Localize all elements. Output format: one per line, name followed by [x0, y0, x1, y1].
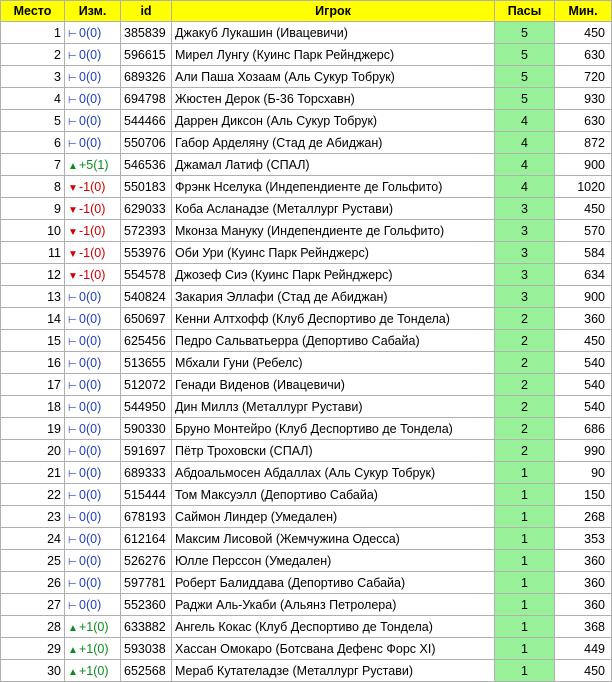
- table-row[interactable]: [1, 506, 612, 528]
- assists-cell: 4: [495, 154, 555, 176]
- id-cell: 590330: [121, 418, 172, 440]
- place-cell: 25: [1, 550, 65, 572]
- change-value: 0(0): [79, 399, 102, 414]
- change-value: +1(0): [79, 663, 109, 678]
- minutes-cell: 634: [555, 264, 612, 286]
- trend-flat-icon: ⊢: [68, 380, 77, 392]
- change-value: 0(0): [79, 597, 102, 612]
- header-assists[interactable]: Пасы: [495, 1, 555, 22]
- minutes-cell: 360: [555, 550, 612, 572]
- place-cell: 13: [1, 286, 65, 308]
- table-row[interactable]: [1, 616, 612, 638]
- trend-flat-icon: ⊢: [68, 314, 77, 326]
- player-cell[interactable]: Али Паша Хозаам (Аль Сукур Тобрук): [172, 66, 495, 88]
- minutes-cell: 450: [555, 22, 612, 44]
- table-row[interactable]: [1, 484, 612, 506]
- id-cell: 694798: [121, 88, 172, 110]
- player-cell[interactable]: Коба Асланадзе (Металлург Рустави): [172, 198, 495, 220]
- player-cell[interactable]: Мконза Мануку (Индепендиенте де Гольфито): [172, 220, 495, 242]
- player-cell[interactable]: Джамал Латиф (СПАЛ): [172, 154, 495, 176]
- table-row[interactable]: [1, 418, 612, 440]
- id-cell: 625456: [121, 330, 172, 352]
- trend-flat-icon: ⊢: [68, 556, 77, 568]
- change-value: 0(0): [79, 421, 102, 436]
- header-row: [1, 1, 612, 22]
- minutes-cell: 450: [555, 330, 612, 352]
- change-cell: [65, 550, 121, 572]
- change-cell: [65, 374, 121, 396]
- table-body: [1, 22, 612, 682]
- assists-cell: 2: [495, 308, 555, 330]
- trend-flat-icon: ⊢: [68, 138, 77, 150]
- assists-cell: 1: [495, 550, 555, 572]
- assists-cell: 1: [495, 572, 555, 594]
- player-cell[interactable]: Юлле Перссон (Умедален): [172, 550, 495, 572]
- place-cell: 18: [1, 396, 65, 418]
- table-row[interactable]: [1, 22, 612, 44]
- table-row[interactable]: [1, 198, 612, 220]
- player-cell[interactable]: Габор Арделяну (Стад де Абиджан): [172, 132, 495, 154]
- minutes-cell: 630: [555, 110, 612, 132]
- change-cell: [65, 484, 121, 506]
- player-cell[interactable]: Дин Миллз (Металлург Рустави): [172, 396, 495, 418]
- minutes-cell: 360: [555, 308, 612, 330]
- change-cell: [65, 594, 121, 616]
- change-cell: [65, 220, 121, 242]
- id-cell: 550183: [121, 176, 172, 198]
- change-cell: [65, 352, 121, 374]
- player-cell[interactable]: Абдоальмосен Абдаллах (Аль Сукур Тобрук): [172, 462, 495, 484]
- minutes-cell: 540: [555, 374, 612, 396]
- minutes-cell: 449: [555, 638, 612, 660]
- change-cell: [65, 286, 121, 308]
- change-cell: [65, 22, 121, 44]
- player-cell[interactable]: Генади Виденов (Ивацевичи): [172, 374, 495, 396]
- id-cell: 629033: [121, 198, 172, 220]
- change-value: -1(0): [79, 201, 106, 216]
- place-cell: 2: [1, 44, 65, 66]
- player-cell[interactable]: Джозеф Сиэ (Куинс Парк Рейнджерс): [172, 264, 495, 286]
- change-value: 0(0): [79, 289, 102, 304]
- minutes-cell: 570: [555, 220, 612, 242]
- id-cell: 553976: [121, 242, 172, 264]
- assists-cell: 1: [495, 528, 555, 550]
- table-row[interactable]: [1, 594, 612, 616]
- table-row[interactable]: [1, 308, 612, 330]
- change-value: +1(0): [79, 619, 109, 634]
- trend-down-icon: ▼: [68, 182, 78, 194]
- trend-down-icon: ▼: [68, 226, 78, 238]
- trend-down-icon: ▼: [68, 270, 78, 282]
- player-cell[interactable]: Максим Лисовой (Жемчужина Одесса): [172, 528, 495, 550]
- change-cell: [65, 396, 121, 418]
- place-cell: 19: [1, 418, 65, 440]
- player-cell[interactable]: Хассан Омокаро (Ботсвана Дефенс Форс XI): [172, 638, 495, 660]
- minutes-cell: 368: [555, 616, 612, 638]
- change-cell: [65, 264, 121, 286]
- change-value: 0(0): [79, 443, 102, 458]
- table-row[interactable]: [1, 550, 612, 572]
- place-cell: 9: [1, 198, 65, 220]
- trend-flat-icon: ⊢: [68, 358, 77, 370]
- trend-down-icon: ▼: [68, 248, 78, 260]
- player-cell[interactable]: Мераб Кутателадзе (Металлург Рустави): [172, 660, 495, 682]
- assists-cell: 1: [495, 506, 555, 528]
- trend-flat-icon: ⊢: [68, 116, 77, 128]
- trend-up-icon: ▲: [68, 644, 78, 656]
- place-cell: 16: [1, 352, 65, 374]
- player-cell[interactable]: Бруно Монтейро (Клуб Деспортиво де Тондела): [172, 418, 495, 440]
- change-cell: [65, 154, 121, 176]
- place-cell: 6: [1, 132, 65, 154]
- trend-flat-icon: ⊢: [68, 94, 77, 106]
- assists-cell: 3: [495, 220, 555, 242]
- place-cell: 29: [1, 638, 65, 660]
- player-cell[interactable]: Раджи Аль-Укаби (Альянз Петролера): [172, 594, 495, 616]
- table-row[interactable]: [1, 220, 612, 242]
- assists-cell: 1: [495, 484, 555, 506]
- player-cell[interactable]: Жюстен Дерок (Б-36 Торсхавн): [172, 88, 495, 110]
- place-cell: 23: [1, 506, 65, 528]
- header-mins[interactable]: Мин.: [555, 1, 612, 22]
- player-cell[interactable]: Даррен Диксон (Аль Сукур Тобрук): [172, 110, 495, 132]
- assists-cell: 1: [495, 638, 555, 660]
- place-cell: 30: [1, 660, 65, 682]
- player-cell[interactable]: Ангель Кокас (Клуб Деспортиво де Тондела): [172, 616, 495, 638]
- assists-cell: 2: [495, 440, 555, 462]
- assists-cell: 5: [495, 66, 555, 88]
- place-cell: 14: [1, 308, 65, 330]
- place-cell: 10: [1, 220, 65, 242]
- assists-cell: 5: [495, 88, 555, 110]
- change-value: 0(0): [79, 509, 102, 524]
- table-row[interactable]: [1, 374, 612, 396]
- change-value: 0(0): [79, 113, 102, 128]
- change-value: 0(0): [79, 531, 102, 546]
- minutes-cell: 540: [555, 352, 612, 374]
- table-row[interactable]: [1, 44, 612, 66]
- player-cell[interactable]: Педро Сальватьерра (Депортиво Сабайа): [172, 330, 495, 352]
- minutes-cell: 268: [555, 506, 612, 528]
- trend-flat-icon: ⊢: [68, 490, 77, 502]
- assists-cell: 1: [495, 660, 555, 682]
- minutes-cell: 150: [555, 484, 612, 506]
- minutes-cell: 360: [555, 572, 612, 594]
- place-cell: 26: [1, 572, 65, 594]
- player-cell[interactable]: Фрэнк Нселука (Индепендиенте де Гольфито): [172, 176, 495, 198]
- change-cell: [65, 110, 121, 132]
- id-cell: 593038: [121, 638, 172, 660]
- minutes-cell: 353: [555, 528, 612, 550]
- table-row[interactable]: [1, 88, 612, 110]
- table-row[interactable]: [1, 242, 612, 264]
- table-row[interactable]: [1, 572, 612, 594]
- trend-down-icon: ▼: [68, 204, 78, 216]
- change-value: +1(0): [79, 641, 109, 656]
- table-row[interactable]: [1, 264, 612, 286]
- assists-cell: 1: [495, 462, 555, 484]
- header-player[interactable]: Игрок: [172, 1, 495, 22]
- change-value: -1(0): [79, 179, 106, 194]
- assists-cell: 3: [495, 198, 555, 220]
- change-value: +5(1): [79, 157, 109, 172]
- header-place[interactable]: Место: [1, 1, 65, 22]
- change-value: 0(0): [79, 487, 102, 502]
- minutes-cell: 872: [555, 132, 612, 154]
- assists-cell: 5: [495, 22, 555, 44]
- trend-flat-icon: ⊢: [68, 468, 77, 480]
- table-row[interactable]: [1, 660, 612, 682]
- place-cell: 22: [1, 484, 65, 506]
- trend-flat-icon: ⊢: [68, 336, 77, 348]
- place-cell: 12: [1, 264, 65, 286]
- player-cell[interactable]: Оби Ури (Куинс Парк Рейнджерс): [172, 242, 495, 264]
- trend-flat-icon: ⊢: [68, 424, 77, 436]
- trend-flat-icon: ⊢: [68, 446, 77, 458]
- change-cell: [65, 462, 121, 484]
- player-cell[interactable]: Закария Эллафи (Стад де Абиджан): [172, 286, 495, 308]
- change-cell: [65, 44, 121, 66]
- minutes-cell: 360: [555, 594, 612, 616]
- id-cell: 596615: [121, 44, 172, 66]
- header-id[interactable]: id: [121, 1, 172, 22]
- change-cell: [65, 572, 121, 594]
- change-value: 0(0): [79, 465, 102, 480]
- id-cell: 512072: [121, 374, 172, 396]
- id-cell: 572393: [121, 220, 172, 242]
- table-row[interactable]: [1, 132, 612, 154]
- player-cell[interactable]: Саймон Линдер (Умедален): [172, 506, 495, 528]
- change-cell: [65, 176, 121, 198]
- change-cell: [65, 330, 121, 352]
- trend-flat-icon: ⊢: [68, 402, 77, 414]
- change-cell: [65, 660, 121, 682]
- id-cell: 544466: [121, 110, 172, 132]
- trend-up-icon: ▲: [68, 666, 78, 678]
- minutes-cell: 1020: [555, 176, 612, 198]
- minutes-cell: 90: [555, 462, 612, 484]
- place-cell: 15: [1, 330, 65, 352]
- change-value: 0(0): [79, 333, 102, 348]
- change-value: 0(0): [79, 575, 102, 590]
- change-cell: [65, 132, 121, 154]
- place-cell: 5: [1, 110, 65, 132]
- change-cell: [65, 242, 121, 264]
- assists-cell: 2: [495, 396, 555, 418]
- place-cell: 17: [1, 374, 65, 396]
- change-cell: [65, 440, 121, 462]
- change-value: 0(0): [79, 91, 102, 106]
- minutes-cell: 540: [555, 396, 612, 418]
- change-cell: [65, 198, 121, 220]
- id-cell: 513655: [121, 352, 172, 374]
- minutes-cell: 900: [555, 286, 612, 308]
- minutes-cell: 720: [555, 66, 612, 88]
- id-cell: 546536: [121, 154, 172, 176]
- player-cell[interactable]: Джакуб Лукашин (Ивацевичи): [172, 22, 495, 44]
- id-cell: 544950: [121, 396, 172, 418]
- table-row[interactable]: [1, 154, 612, 176]
- id-cell: 633882: [121, 616, 172, 638]
- table-row[interactable]: [1, 330, 612, 352]
- id-cell: 689326: [121, 66, 172, 88]
- change-value: 0(0): [79, 377, 102, 392]
- assists-cell: 4: [495, 176, 555, 198]
- id-cell: 652568: [121, 660, 172, 682]
- assists-cell: 2: [495, 330, 555, 352]
- id-cell: 650697: [121, 308, 172, 330]
- assists-cell: 5: [495, 44, 555, 66]
- trend-flat-icon: ⊢: [68, 72, 77, 84]
- table-row[interactable]: [1, 396, 612, 418]
- minutes-cell: 686: [555, 418, 612, 440]
- id-cell: 515444: [121, 484, 172, 506]
- id-cell: 554578: [121, 264, 172, 286]
- table-row[interactable]: [1, 110, 612, 132]
- place-cell: 24: [1, 528, 65, 550]
- trend-flat-icon: ⊢: [68, 578, 77, 590]
- change-value: 0(0): [79, 355, 102, 370]
- change-value: 0(0): [79, 135, 102, 150]
- minutes-cell: 900: [555, 154, 612, 176]
- id-cell: 552360: [121, 594, 172, 616]
- id-cell: 385839: [121, 22, 172, 44]
- trend-flat-icon: ⊢: [68, 600, 77, 612]
- minutes-cell: 450: [555, 198, 612, 220]
- place-cell: 20: [1, 440, 65, 462]
- change-cell: [65, 66, 121, 88]
- assists-cell: 3: [495, 242, 555, 264]
- table-row[interactable]: [1, 528, 612, 550]
- place-cell: 3: [1, 66, 65, 88]
- change-cell: [65, 88, 121, 110]
- place-cell: 27: [1, 594, 65, 616]
- minutes-cell: 990: [555, 440, 612, 462]
- table-row[interactable]: [1, 638, 612, 660]
- assists-cell: 4: [495, 110, 555, 132]
- assists-cell: 1: [495, 616, 555, 638]
- change-value: 0(0): [79, 69, 102, 84]
- trend-flat-icon: ⊢: [68, 292, 77, 304]
- table-row[interactable]: [1, 440, 612, 462]
- player-cell[interactable]: Мбхали Гуни (Ребелс): [172, 352, 495, 374]
- trend-flat-icon: ⊢: [68, 28, 77, 40]
- minutes-cell: 450: [555, 660, 612, 682]
- change-cell: [65, 308, 121, 330]
- player-cell[interactable]: Том Максуэлл (Депортиво Сабайа): [172, 484, 495, 506]
- place-cell: 1: [1, 22, 65, 44]
- id-cell: 550706: [121, 132, 172, 154]
- assists-cell: 3: [495, 286, 555, 308]
- change-cell: [65, 418, 121, 440]
- id-cell: 689333: [121, 462, 172, 484]
- minutes-cell: 630: [555, 44, 612, 66]
- minutes-cell: 584: [555, 242, 612, 264]
- change-value: -1(0): [79, 245, 106, 260]
- player-cell[interactable]: Кенни Алтхофф (Клуб Деспортиво де Тондела): [172, 308, 495, 330]
- assists-cell: 1: [495, 594, 555, 616]
- change-cell: [65, 616, 121, 638]
- change-value: -1(0): [79, 223, 106, 238]
- minutes-cell: 930: [555, 88, 612, 110]
- table-row[interactable]: [1, 352, 612, 374]
- change-value: 0(0): [79, 553, 102, 568]
- id-cell: 678193: [121, 506, 172, 528]
- player-cell[interactable]: Мирел Лунгу (Куинс Парк Рейнджерс): [172, 44, 495, 66]
- place-cell: 8: [1, 176, 65, 198]
- player-cell[interactable]: Пётр Троховски (СПАЛ): [172, 440, 495, 462]
- change-value: 0(0): [79, 47, 102, 62]
- id-cell: 540824: [121, 286, 172, 308]
- place-cell: 21: [1, 462, 65, 484]
- assists-cell: 2: [495, 352, 555, 374]
- id-cell: 612164: [121, 528, 172, 550]
- trend-flat-icon: ⊢: [68, 534, 77, 546]
- table-row[interactable]: [1, 286, 612, 308]
- change-cell: [65, 506, 121, 528]
- player-cell[interactable]: Роберт Балиддава (Депортиво Сабайа): [172, 572, 495, 594]
- change-cell: [65, 528, 121, 550]
- assists-cell: 2: [495, 418, 555, 440]
- trend-up-icon: ▲: [68, 622, 78, 634]
- table-row[interactable]: [1, 462, 612, 484]
- id-cell: 526276: [121, 550, 172, 572]
- trend-flat-icon: ⊢: [68, 512, 77, 524]
- trend-flat-icon: ⊢: [68, 50, 77, 62]
- table-row[interactable]: [1, 176, 612, 198]
- change-value: 0(0): [79, 25, 102, 40]
- assists-cell: 2: [495, 374, 555, 396]
- id-cell: 591697: [121, 440, 172, 462]
- change-value: -1(0): [79, 267, 106, 282]
- header-change[interactable]: Изм.: [65, 1, 121, 22]
- id-cell: 597781: [121, 572, 172, 594]
- place-cell: 11: [1, 242, 65, 264]
- place-cell: 28: [1, 616, 65, 638]
- table-row[interactable]: [1, 66, 612, 88]
- table-header: [1, 1, 612, 22]
- assists-cell: 3: [495, 264, 555, 286]
- trend-up-icon: ▲: [68, 160, 78, 172]
- place-cell: 7: [1, 154, 65, 176]
- change-value: 0(0): [79, 311, 102, 326]
- place-cell: 4: [1, 88, 65, 110]
- change-cell: [65, 638, 121, 660]
- assists-cell: 4: [495, 132, 555, 154]
